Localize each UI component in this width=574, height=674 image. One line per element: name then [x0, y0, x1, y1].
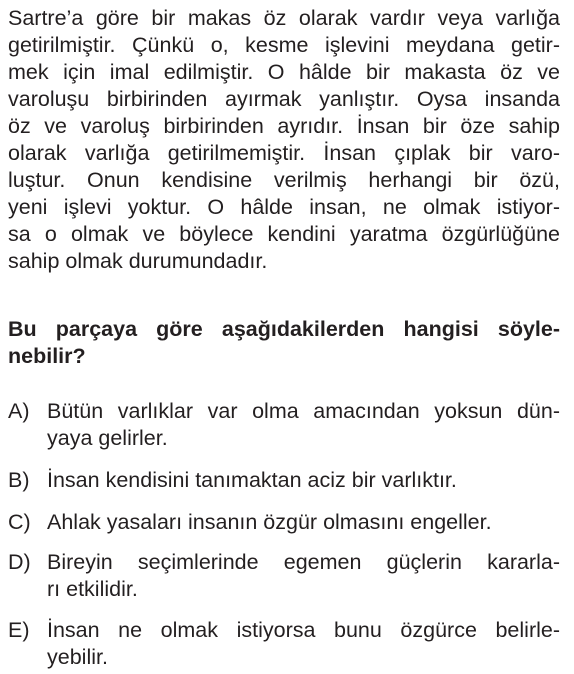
option-letter: A)	[8, 399, 30, 423]
passage-line: Sartre’a göre bir makas öz olarak vardır veya varlığa	[8, 6, 560, 30]
question-line: Bu parçaya göre aşağıdakilerden hangisi söyle-	[8, 317, 560, 341]
option-text: İnsan ne olmak istiyorsa bunu özgürce belirle-	[47, 618, 560, 642]
option-text: İnsan kendisini tanımaktan aciz bir varlıktır.	[47, 468, 457, 492]
question-line: nebilir?	[8, 344, 86, 368]
passage-line: getirilmiştir. Çünkü o, kesme işlevini meydana getir-	[8, 33, 560, 57]
option-text: rı etkilidir.	[47, 577, 138, 601]
option-letter: E)	[8, 618, 30, 642]
passage-line: mek için imal edilmiştir. O hâlde bir makasta öz ve	[8, 60, 560, 84]
option-letter: C)	[8, 510, 31, 534]
option-letter: D)	[8, 550, 31, 574]
passage-line: yeni işlevi yoktur. O hâlde insan, ne olmak istiyor-	[8, 195, 560, 219]
option-text: yaya gelirler.	[47, 426, 168, 450]
option-text: yebilir.	[47, 645, 108, 669]
passage-line: olarak varlığa getirilmemiştir. İnsan çıplak bir varo-	[8, 141, 560, 165]
passage-line: öz ve varoluş birbirinden ayrıdır. İnsan bir öze sahip	[8, 114, 560, 138]
option-text: Ahlak yasaları insanın özgür olmasını engeller.	[47, 510, 492, 534]
option-text: Bireyin seçimlerinde egemen güçlerin kararla-	[47, 550, 560, 574]
option-text: Bütün varlıklar var olma amacından yoksun dün-	[47, 399, 560, 423]
passage-line: luştur. Onun kendisine verilmiş herhangi bir özü,	[8, 168, 560, 192]
passage-line: varoluşu birbirinden ayırmak yanlıştır. Oysa insanda	[8, 87, 560, 111]
option-letter: B)	[8, 468, 30, 492]
passage-line: sahip olmak durumundadır.	[8, 249, 268, 273]
passage-line: sa o olmak ve böylece kendini yaratma özgürlüğüne	[8, 222, 560, 246]
